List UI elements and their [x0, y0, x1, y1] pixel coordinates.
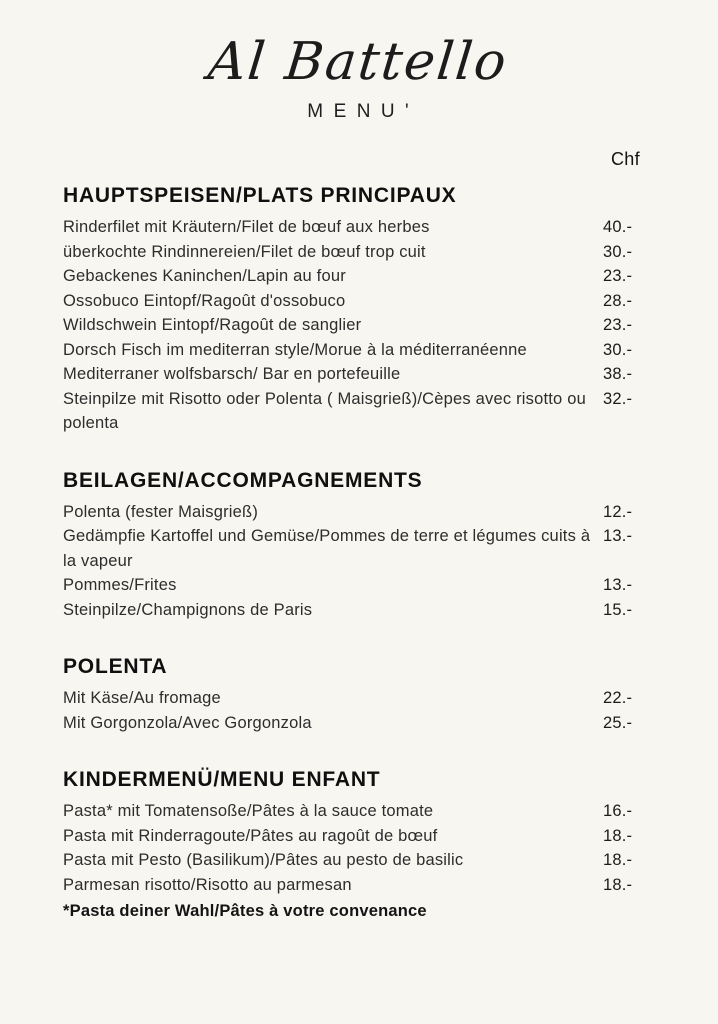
item-price: 30.-: [603, 340, 633, 359]
menu-subtitle: MENU': [307, 101, 420, 123]
item-price: 13.-: [603, 527, 633, 546]
menu-item: [63, 500, 653, 525]
section-title: KINDERMENÜ/MENU ENFANT: [63, 768, 381, 792]
item-price: 30.-: [603, 242, 633, 261]
item-price: 16.-: [603, 802, 633, 821]
currency-label: Chf: [611, 149, 640, 170]
item-name: Pasta mit Rinderragoute/Pâtes au ragoût de bœuf: [63, 826, 438, 845]
menu-item: [63, 387, 653, 436]
item-name: Dorsch Fisch im mediterran style/Morue à la méditerranéenne: [63, 340, 527, 359]
currency-row: [63, 149, 653, 170]
item-name: Pasta mit Pesto (Basilikum)/Pâtes au pesto de basilic: [63, 851, 464, 870]
menu-section: [63, 655, 653, 735]
item-name: Mit Gorgonzola/Avec Gorgonzola: [63, 713, 312, 732]
menu-header: [63, 34, 653, 123]
menu-item: [63, 362, 653, 387]
menu-footnote: *Pasta deiner Wahl/Pâtes à votre convenance: [63, 902, 427, 921]
menu-sections: [63, 184, 653, 897]
menu-section: [63, 184, 653, 436]
menu-item: [63, 215, 653, 240]
section-title: POLENTA: [63, 655, 168, 679]
item-name: Ossobuco Eintopf/Ragoût d'ossobuco: [63, 291, 346, 310]
menu-item: [63, 824, 653, 849]
menu-item: [63, 873, 653, 898]
section-title: HAUPTSPEISEN/PLATS PRINCIPAUX: [63, 184, 457, 208]
restaurant-logo: Al Battello: [205, 32, 511, 92]
item-name: Polenta (fester Maisgrieß): [63, 502, 259, 521]
item-price: 12.-: [603, 502, 633, 521]
item-name: Pasta* mit Tomatensoße/Pâtes à la sauce tomate: [63, 802, 434, 821]
item-price: 18.-: [603, 851, 633, 870]
item-name: Gedämpfie Kartoffel und Gemüse/Pommes de terre et légumes cuits à la vapeur: [63, 527, 591, 570]
item-price: 38.-: [603, 365, 633, 384]
menu-item: [63, 313, 653, 338]
item-name: Mit Käse/Au fromage: [63, 689, 221, 708]
menu-item: [63, 240, 653, 265]
menu-item: [63, 711, 653, 736]
item-price: 23.-: [603, 267, 633, 286]
item-name: Pommes/Frites: [63, 576, 177, 595]
item-name: Rinderfilet mit Kräutern/Filet de bœuf aux herbes: [63, 218, 430, 237]
item-price: 18.-: [603, 826, 633, 845]
menu-item: [63, 338, 653, 363]
menu-item: [63, 289, 653, 314]
menu-section: [63, 469, 653, 623]
menu-item: [63, 848, 653, 873]
item-price: 23.-: [603, 316, 633, 335]
item-name: Mediterraner wolfsbarsch/ Bar en portefeuille: [63, 365, 401, 384]
item-price: 28.-: [603, 291, 633, 310]
item-name: Gebackenes Kaninchen/Lapin au four: [63, 267, 346, 286]
menu-section: [63, 768, 653, 897]
menu-item: [63, 686, 653, 711]
item-price: 13.-: [603, 576, 633, 595]
item-price: 32.-: [603, 389, 633, 408]
item-price: 15.-: [603, 600, 633, 619]
menu-item: [63, 264, 653, 289]
menu-item: [63, 799, 653, 824]
item-name: überkochte Rindinnereien/Filet de bœuf trop cuit: [63, 242, 426, 261]
item-name: Steinpilze mit Risotto oder Polenta ( Maisgrieß)/Cèpes avec risotto ou polenta: [63, 389, 586, 433]
item-name: Wildschwein Eintopf/Ragoût de sanglier: [63, 316, 362, 335]
menu-item: [63, 598, 653, 623]
menu-item: [63, 573, 653, 598]
menu-item: [63, 524, 653, 573]
item-price: 22.-: [603, 689, 633, 708]
item-price: 18.-: [603, 875, 633, 894]
item-name: Parmesan risotto/Risotto au parmesan: [63, 875, 352, 894]
item-price: 40.-: [603, 218, 633, 237]
section-title: BEILAGEN/ACCOMPAGNEMENTS: [63, 468, 423, 492]
item-price: 25.-: [603, 713, 633, 732]
item-name: Steinpilze/Champignons de Paris: [63, 600, 313, 619]
